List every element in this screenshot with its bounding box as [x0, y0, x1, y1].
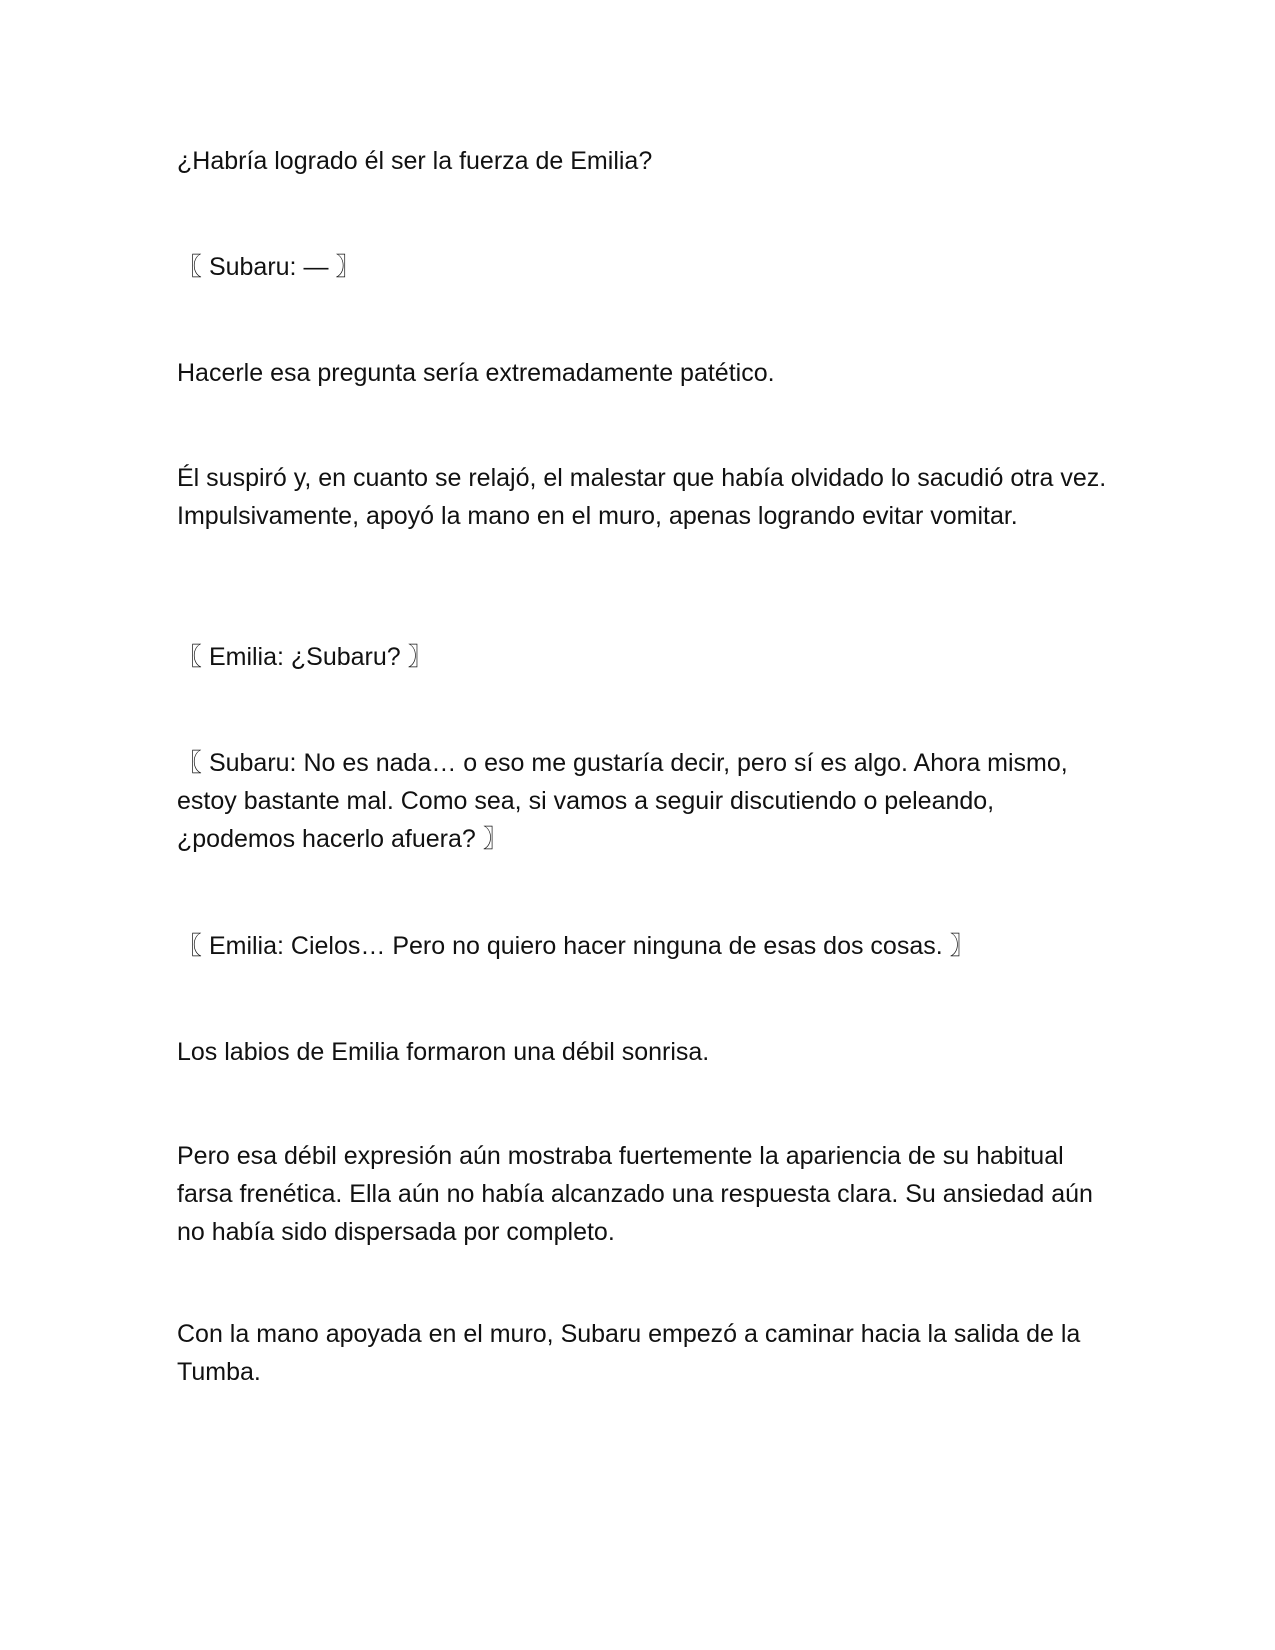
narration-paragraph: Pero esa débil expresión aún mostraba fuertemente la apariencia de su habitual farsa frenética. Ella aún no había alcanzado una respuesta clara. Su ansiedad aún no había sido dispersada por completo.	[177, 1142, 1093, 1246]
narration-paragraph: Los labios de Emilia formaron una débil sonrisa.	[177, 1038, 710, 1066]
narration-paragraph: ¿Habría logrado él ser la fuerza de Emilia?	[177, 147, 653, 175]
dialogue-line: 〖 Subaru: No es nada… o eso me gustaría decir, pero sí es algo. Ahora mismo, estoy bastante mal. Como sea, si vamos a seguir discutiendo o peleando, ¿podemos hacerlo afuera? 〗	[177, 749, 1068, 853]
narration-paragraph: Con la mano apoyada en el muro, Subaru empezó a caminar hacia la salida de la Tumba.	[177, 1320, 1081, 1386]
dialogue-line: 〖 Emilia: Cielos… Pero no quiero hacer ninguna de esas dos cosas. 〗	[177, 932, 975, 960]
narration-paragraph: Hacerle esa pregunta sería extremadamente patético.	[177, 359, 775, 387]
narration-paragraph: Él suspiró y, en cuanto se relajó, el malestar que había olvidado lo sacudió otra vez. Impulsivamente, apoyó la mano en el muro, apenas logrando evitar vomitar.	[177, 464, 1107, 530]
dialogue-line: 〖 Emilia: ¿Subaru? 〗	[177, 643, 433, 671]
dialogue-line: 〖 Subaru: — 〗	[177, 253, 361, 281]
